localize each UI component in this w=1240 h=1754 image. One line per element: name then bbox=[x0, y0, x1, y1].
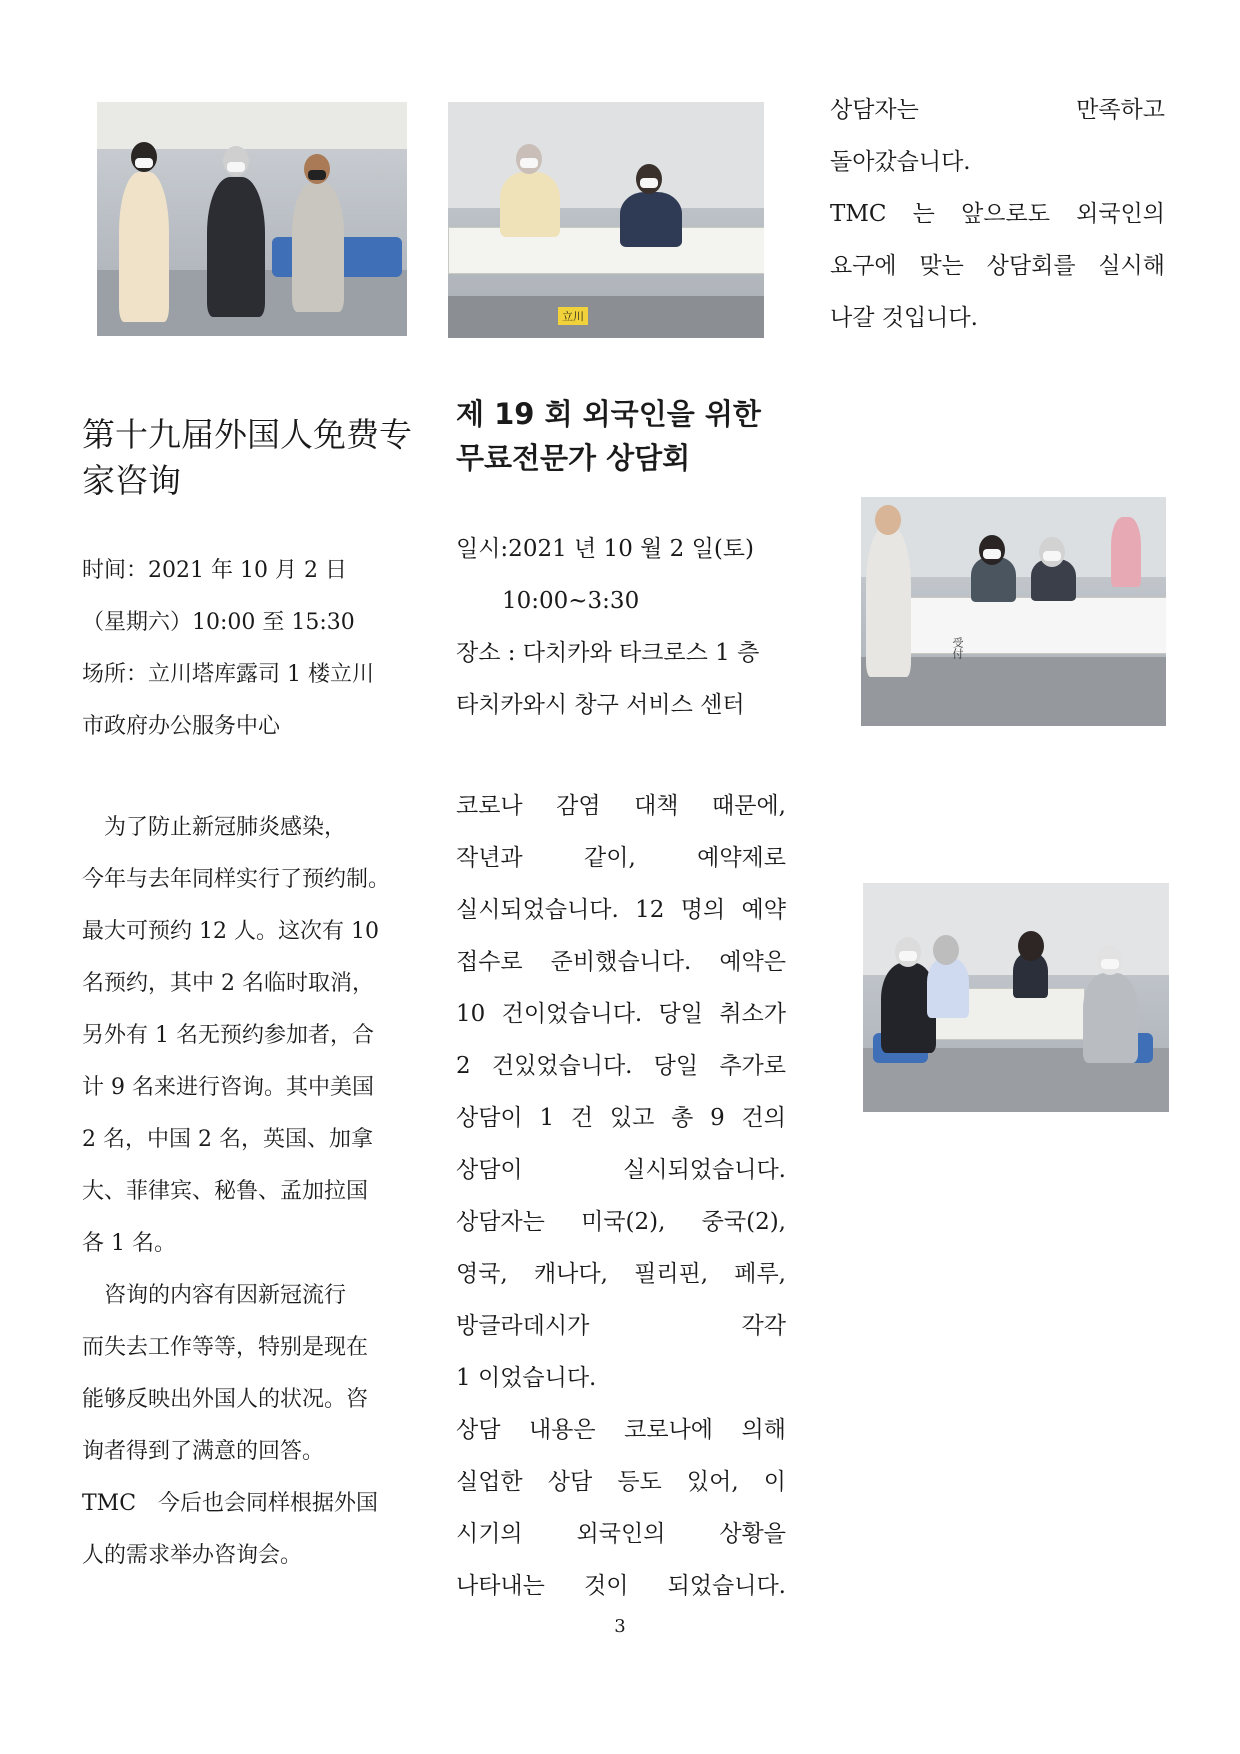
zh-line: 计 9 名来进行咨询。其中美国 bbox=[82, 1075, 374, 1100]
ko-line: 상담 내용은 코로나에 의해 bbox=[456, 1417, 786, 1443]
zh-line: 为了防止新冠肺炎感染， bbox=[82, 815, 347, 840]
ko-body bbox=[456, 780, 786, 1612]
photo-consultation-table bbox=[448, 102, 764, 338]
zh-line: 各 1 名。 bbox=[82, 1231, 176, 1256]
ko-line: 코로나 감염 대책 때문에, bbox=[456, 793, 786, 819]
zh-line: 能够反映出外国人的状况。咨 bbox=[82, 1387, 369, 1412]
zh-line: 大、菲律宾、秘鲁、孟加拉国 bbox=[82, 1179, 369, 1204]
ko-line: 작년과 같이, 예약제로 bbox=[456, 845, 786, 871]
ko-closing-text bbox=[830, 84, 1165, 344]
sign-label: 立川 bbox=[558, 307, 588, 325]
photo-reception-desk bbox=[861, 497, 1166, 726]
ko-line: 2 건있었습니다. 당일 추가로 bbox=[456, 1053, 786, 1079]
zh-body bbox=[82, 802, 412, 1582]
ko-line: 실업한 상담 등도 있어, 이 bbox=[456, 1469, 786, 1495]
zh-event-info bbox=[82, 545, 412, 753]
zh-place-line: 场所：立川塔库露司 1 楼立川 bbox=[82, 662, 374, 687]
ko-article-title bbox=[456, 392, 796, 480]
ko-closing-line: 나갈 것입니다. bbox=[830, 305, 978, 331]
sign-label: 受付 bbox=[951, 637, 964, 659]
zh-line: 2 名，中国 2 名，英国、加拿 bbox=[82, 1127, 373, 1152]
ko-closing-line: 상담자는 만족하고 bbox=[830, 97, 1165, 123]
ko-date-line: 10:00~3:30 bbox=[456, 588, 640, 614]
zh-line: 今年与去年同样实行了预约制。 bbox=[82, 867, 391, 892]
ko-event-info bbox=[456, 523, 786, 731]
ko-closing-line: TMC 는 앞으로도 외국인의 bbox=[830, 201, 1165, 227]
ko-line: 시기의 외국인의 상황을 bbox=[456, 1521, 786, 1547]
zh-place-line: 市政府办公服务中心 bbox=[82, 714, 281, 739]
ko-line: 상담자는 미국(2), 중국(2), bbox=[456, 1209, 786, 1235]
zh-article-title: 第十九届外国人免费专家咨询 bbox=[82, 415, 412, 500]
ko-line: 방글라데시가 각각 bbox=[456, 1313, 786, 1339]
ko-closing-line: 요구에 맞는 상담회를 실시해 bbox=[830, 253, 1165, 279]
zh-line: 咨询的内容有因新冠流行 bbox=[82, 1283, 347, 1308]
ko-line: 상담이 실시되었습니다. bbox=[456, 1157, 786, 1183]
photo-consultants-seated bbox=[97, 102, 407, 336]
photo-group-meeting bbox=[863, 883, 1169, 1112]
ko-closing-line: 돌아갔습니다. bbox=[830, 149, 971, 175]
ko-title-line: 제 19 회 외국인을 위한 bbox=[456, 397, 761, 431]
zh-time-line: （星期六）10:00 至 15:30 bbox=[82, 610, 355, 635]
ko-title-line: 무료전문가 상담회 bbox=[456, 441, 691, 475]
ko-line: 영국, 캐나다, 필리핀, 페루, bbox=[456, 1261, 786, 1287]
zh-line: 最大可预约 12 人。这次有 10 bbox=[82, 919, 379, 944]
zh-line: 询者得到了满意的回答。 bbox=[82, 1439, 325, 1464]
ko-line: 실시되었습니다. 12 명의 예약 bbox=[456, 897, 786, 923]
zh-line: 另外有 1 名无预约参加者，合 bbox=[82, 1023, 374, 1048]
ko-line: 1 이었습니다. bbox=[456, 1365, 597, 1391]
ko-line: 나타내는 것이 되었습니다. bbox=[456, 1573, 786, 1599]
zh-line: 而失去工作等等，特别是现在 bbox=[82, 1335, 369, 1360]
ko-place-line: 장소 : 다치카와 타크로스 1 층 bbox=[456, 640, 760, 666]
page-number: 3 bbox=[614, 1616, 626, 1637]
ko-date-line: 일시:2021 년 10 월 2 일(토) bbox=[456, 536, 754, 562]
ko-place-line: 타치카와시 창구 서비스 센터 bbox=[456, 692, 745, 718]
ko-line: 접수로 준비했습니다. 예약은 bbox=[456, 949, 786, 975]
zh-line: 名预约，其中 2 名临时取消， bbox=[82, 971, 374, 996]
zh-line: 人的需求举办咨询会。 bbox=[82, 1543, 303, 1568]
zh-time-line: 时间：2021 年 10 月 2 日 bbox=[82, 558, 347, 583]
ko-line: 10 건이었습니다. 당일 취소가 bbox=[456, 1001, 786, 1027]
zh-line: TMC 今后也会同样根据外国 bbox=[82, 1491, 379, 1516]
ko-line: 상담이 1 건 있고 총 9 건의 bbox=[456, 1105, 786, 1131]
